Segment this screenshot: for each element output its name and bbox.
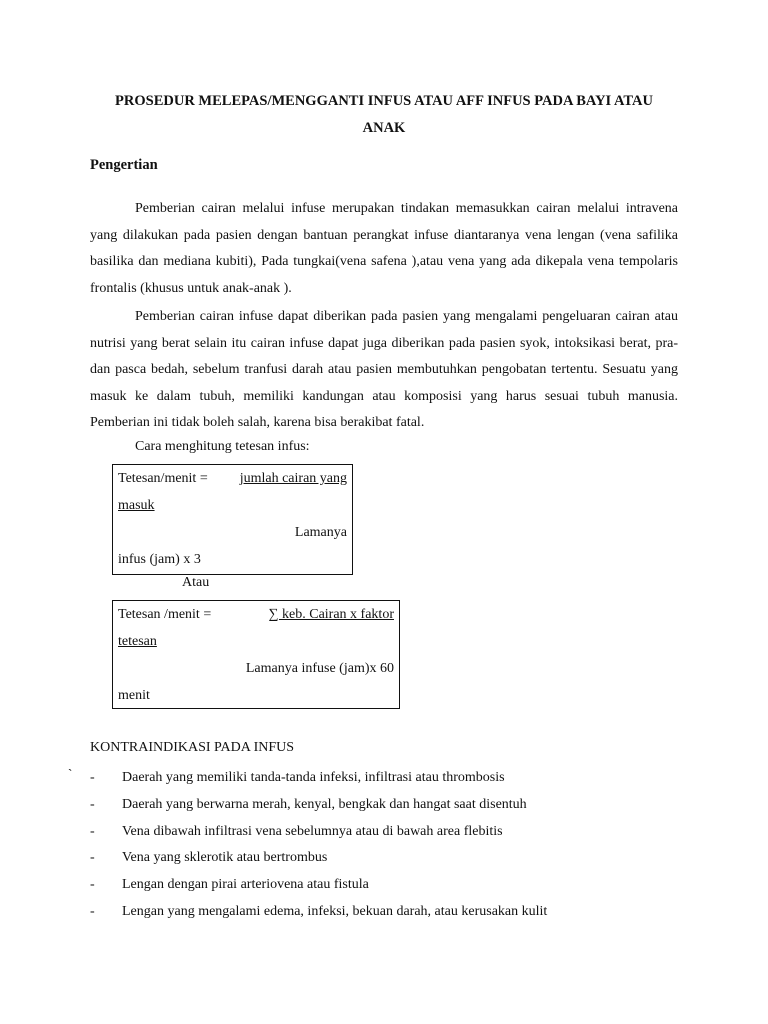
formula-2-numerator-b: tetesan xyxy=(118,634,157,649)
list-item xyxy=(90,900,547,927)
list-item xyxy=(90,820,547,847)
list-item-text: Lengan yang mengalami edema, infeksi, bekuan darah, atau kerusakan kulit xyxy=(122,903,548,919)
formula-box-1 xyxy=(112,464,353,575)
kontraindikasi-heading: KONTRAINDIKASI PADA INFUS xyxy=(90,740,295,755)
title-line-1: PROSEDUR MELEPAS/MENGGANTI INFUS ATAU AFF INFUS PADA BAYI ATAU xyxy=(115,93,653,109)
formula-box-2 xyxy=(112,600,400,709)
formula-1-lhs: Tetesan/menit = xyxy=(118,471,208,486)
dash-bullet: - xyxy=(90,823,95,839)
formula-2-numerator-a: ∑ keb. Cairan x faktor xyxy=(268,607,394,622)
stray-backtick: ` xyxy=(68,766,73,781)
dash-bullet: - xyxy=(90,850,95,866)
title-line-2: ANAK xyxy=(362,120,406,136)
list-item xyxy=(90,846,547,873)
paragraph-2: Pemberian cairan infuse dapat diberikan pada pasien yang mengalami pengeluaran cairan atau nutrisi yang berat selain itu cairan infuse dapat juga diberikan pada pasien syok, intoksikasi berat, pra- dan pasca bedah, sebelum tranfusi darah atau pasien membutuhkan pengobatan tertentu. Sesuatu yang masuk ke dalam tubuh, memiliki kandungan atau komposisi yang harus sesuai tubuh manusia. Pemberian ini tidak boleh salah, karena bisa berakibat fatal. xyxy=(90,309,678,430)
formula-2-denominator-a: Lamanya infuse (jam)x 60 xyxy=(245,661,394,676)
formula-2-line-1 xyxy=(118,601,394,628)
formula-1-denominator-b: infus (jam) x 3 xyxy=(118,552,201,567)
list-item-text: Daerah yang berwarna merah, kenyal, bengkak dan hangat saat disentuh xyxy=(122,796,527,812)
list-item xyxy=(90,793,547,820)
formula-1-numerator-b: masuk xyxy=(118,498,155,513)
formula-2-line-2 xyxy=(118,628,394,655)
formula-1-line-2 xyxy=(118,492,347,519)
heading-pengertian: Pengertian xyxy=(90,157,158,173)
formula-2-denominator-b: menit xyxy=(118,688,150,703)
formula-1-numerator-a: jumlah cairan yang xyxy=(239,471,347,486)
atau-label: Atau xyxy=(182,575,210,590)
dash-bullet: - xyxy=(90,903,95,919)
document-title xyxy=(90,88,678,142)
list-item-text: Lengan dengan pirai arteriovena atau fistula xyxy=(122,877,369,893)
list-item xyxy=(90,766,547,793)
dash-bullet: - xyxy=(90,877,95,893)
dash-bullet: - xyxy=(90,770,95,785)
list-item-text: Daerah yang memiliki tanda-tanda infeksi, infiltrasi atau thrombosis xyxy=(122,770,505,785)
cara-menghitung-label: Cara menghitung tetesan infus: xyxy=(135,439,310,454)
paragraph-1: Pemberian cairan melalui infuse merupakan tindakan memasukkan cairan melalui intravena yang dilakukan pada pasien dengan bantuan perangkat infuse diantaranya vena lengan (vena safilika basilika dan mediana kubiti), Pada tungkai(vena safena ),atau vena yang ada dikepala vena tempolaris frontalis (khusus untuk anak-anak ). xyxy=(90,201,678,296)
kontraindikasi-list xyxy=(90,766,547,927)
list-item xyxy=(90,873,547,900)
dash-bullet: - xyxy=(90,796,95,812)
formula-2-lhs: Tetesan /menit = xyxy=(118,607,212,622)
formula-1-line-1 xyxy=(118,465,347,492)
list-item-text: Vena dibawah infiltrasi vena sebelumnya atau di bawah area flebitis xyxy=(122,823,503,839)
formula-1-denominator-a: Lamanya xyxy=(294,525,347,540)
list-item-text: Vena yang sklerotik atau bertrombus xyxy=(122,850,328,866)
